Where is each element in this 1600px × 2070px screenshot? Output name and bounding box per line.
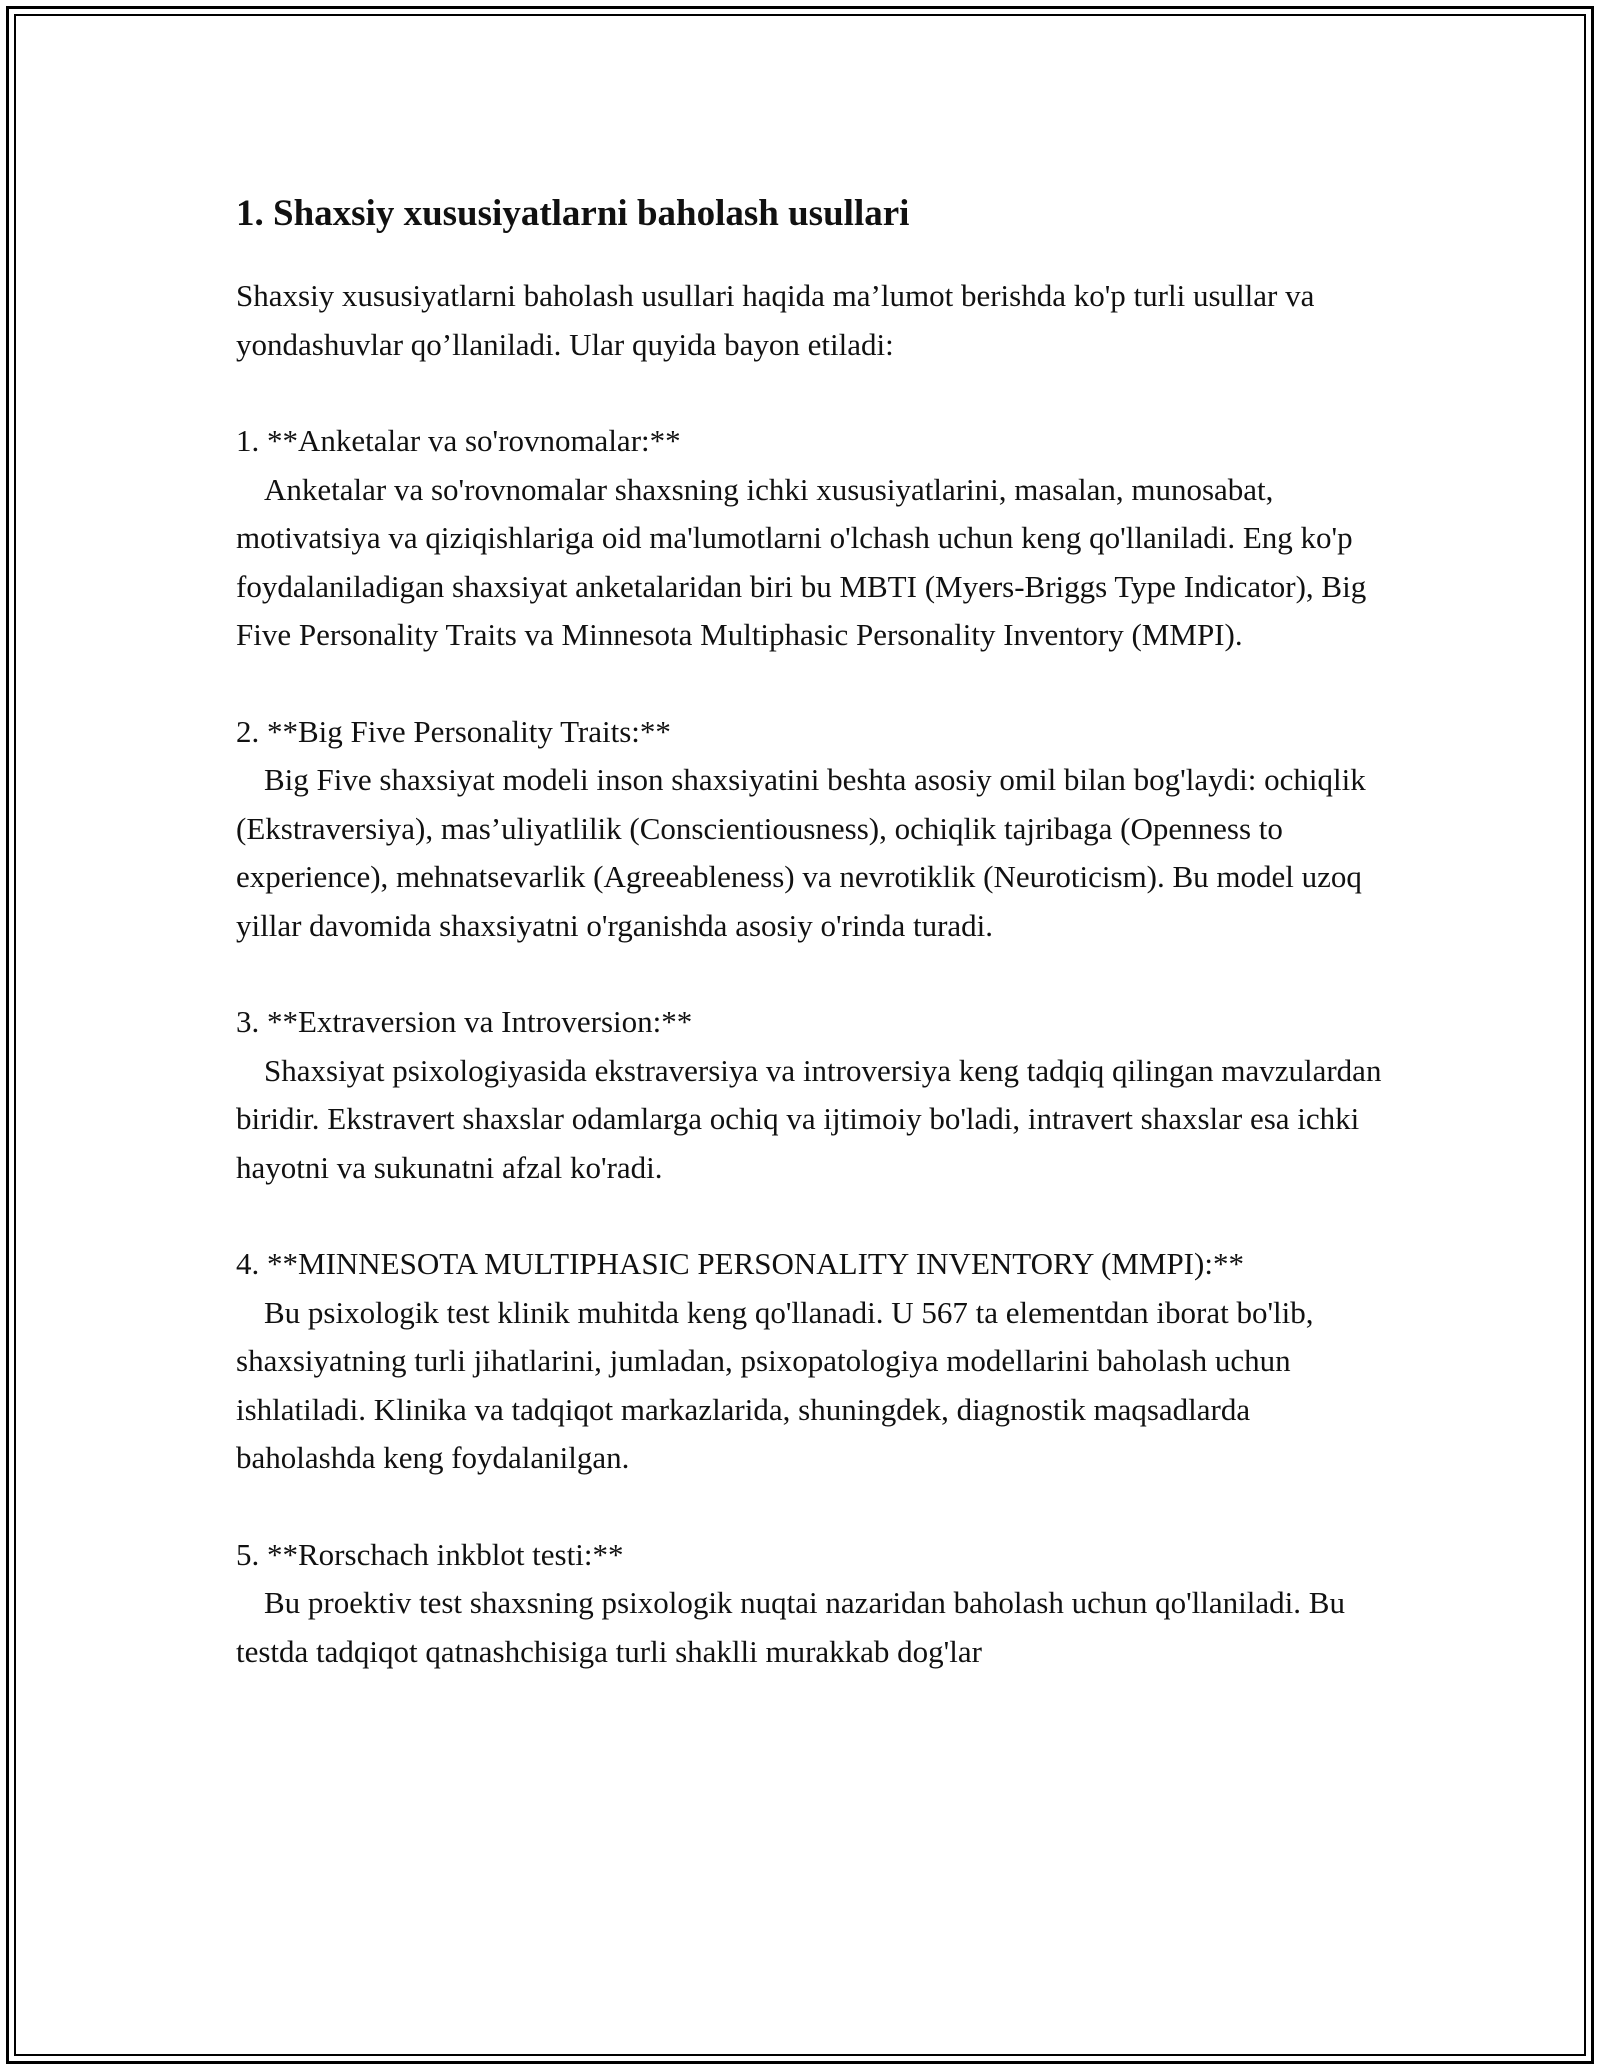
section-heading: 2. **Big Five Personality Traits:** bbox=[236, 713, 671, 749]
section-body bbox=[236, 756, 1386, 950]
section-body-text: Shaxsiyat psixologiyasida ekstraversiya va introversiya keng tadqiq qilingan mavzulardan biridir. Ekstravert shaxslar odamlarga ochiq va ijtimoiy bo'ladi, intravert shaxslar esa ichki hayotni va sukunatni afzal ko'radi. bbox=[236, 1052, 1382, 1185]
section-heading: 5. **Rorschach inkblot testi:** bbox=[236, 1536, 624, 1572]
section-body-text: Bu proektiv test shaxsning psixologik nuqtai nazaridan baholash uchun qo'llaniladi. Bu testda tadqiqot qatnashchisiga turli shaklli murakkab dog'lar bbox=[236, 1585, 1345, 1669]
section-1 bbox=[236, 417, 1386, 660]
section-heading: 3. **Extraversion va Introversion:** bbox=[236, 1004, 693, 1039]
section-heading: 1. **Anketalar va so'rovnomalar:** bbox=[236, 423, 681, 458]
section-body-text: Bu psixologik test klinik muhitda keng qo'llanadi. U 567 ta elementdan iborat bo'lib, shaxsiyatning turli jihatlarini, jumladan, psixopatologiya modellarini baholash uchun ishlatiladi. Klinika va tadqiqot markazlarida, shuningdek, diagnostik maqsadlarda baholashda keng foydalanilgan. bbox=[236, 1294, 1314, 1475]
intro-paragraph: Shaxsiy xususiyatlarni baholash usullari haqida ma’lumot berishda ko'p turli usullar va yondashuvlar qo’llaniladi. Ular quyida bayon etiladi: bbox=[236, 278, 1315, 362]
section-body bbox=[236, 1047, 1386, 1193]
section-body bbox=[236, 1289, 1386, 1483]
section-5 bbox=[236, 1531, 1386, 1677]
section-body bbox=[236, 1579, 1386, 1676]
section-4 bbox=[236, 1240, 1386, 1483]
document-content bbox=[236, 186, 1386, 1724]
section-heading: 4. **MINNESOTA MULTIPHASIC PERSONALITY INVENTORY (MMPI):** bbox=[236, 1246, 1244, 1281]
section-body bbox=[236, 466, 1386, 660]
section-body-text: Big Five shaxsiyat modeli inson shaxsiyatini beshta asosiy omil bilan bog'laydi: ochiqlik (Ekstraversiya), mas’uliyatlilik (Conscientiousness), ochiqlik tajribaga (Openness to experience), mehnatsevarlik (Agreeableness) va nevrotiklik (Neuroticism). Bu model uzoq yillar davomida shaxsiyatni o'rganishda asosiy o'rinda turadi. bbox=[236, 762, 1366, 943]
document-title: 1. Shaxsiy xususiyatlarni baholash usullari bbox=[236, 193, 910, 234]
section-2 bbox=[236, 708, 1386, 951]
section-body-text: Anketalar va so'rovnomalar shaxsning ichki xususiyatlarini, masalan, munosabat, motivatsiya va qiziqishlariga oid ma'lumotlarni o'lchash uchun keng qo'llaniladi. Eng ko'p foydalaniladigan shaxsiyat anketalaridan biri bu MBTI (Myers-Briggs Type Indicator), Big Five Personality Traits va Minnesota Multiphasic Personality Inventory (MMPI). bbox=[236, 471, 1367, 652]
section-3 bbox=[236, 998, 1386, 1192]
